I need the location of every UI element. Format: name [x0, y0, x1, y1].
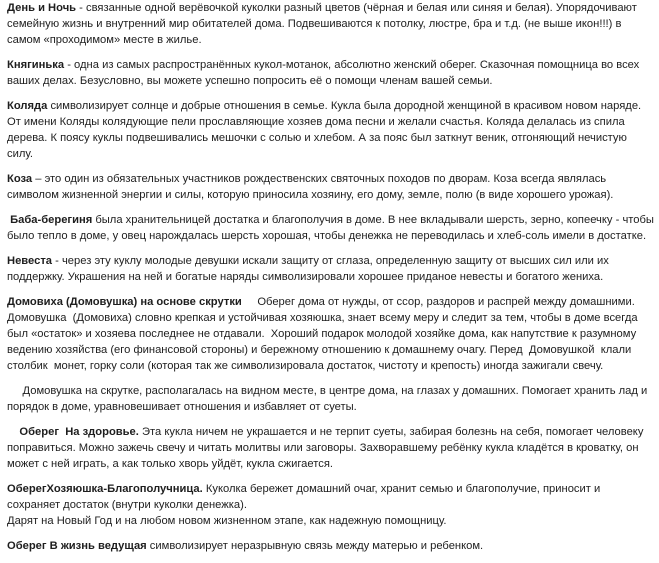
- entry-na-zdorovye: [7, 424, 655, 472]
- entry-title: Домовиха (Домовушка) на основе скрутки: [7, 296, 242, 308]
- entry-title: Оберег В жизнь ведущая: [7, 540, 147, 552]
- entry-paragraph: [7, 171, 655, 203]
- entry-den-i-noch: [7, 0, 655, 48]
- entry-text: - через эту куклу молодые девушки искали защиту от сглаза, определенную защиту от высших сил или их поддержку. Украшения на ней и богатые наряды символизировали хорошее приданое невесты и богатого жениха.: [7, 255, 609, 283]
- entry-khozyayushka: [7, 481, 655, 529]
- entry-title: ОберегХозяюшка-Благополучница.: [7, 483, 203, 495]
- entry-paragraph: [7, 383, 655, 415]
- entry-nevesta: [7, 253, 655, 285]
- entry-v-zhizn-veduschaya: [7, 538, 655, 554]
- entry-paragraph: [7, 424, 655, 472]
- entry-koza: [7, 171, 655, 203]
- entry-paragraph: [7, 98, 655, 162]
- entry-text: Эта кукла ничем не украшается и не терпит суеты, забирая болезнь на себя, помогает человеку поправиться. Можно зажечь свечу и читать молитвы или заговоры. Захворавшему ребёнку кукла кладётся в кроватку, он может с ней играть, а как только хворь уйдёт, кукла сжигается.: [7, 426, 644, 470]
- entry-text: Домовушка на скрутке, располагалась на видном месте, в центре дома, на глазах у домашних. Помогает хранить лад и порядок в доме, уравновешивает отношения и избавляет от суеты.: [7, 385, 651, 413]
- entry-text: Куколка бережет домашний очаг, хранит семью и благополучие, приносит и сохраняет достаток (внутри куколки денежка).: [7, 483, 601, 511]
- entry-paragraph: [7, 0, 655, 48]
- entry-extra-line: Дарят на Новый Год и на любом новом жизненном этапе, как надежную помощницу.: [7, 515, 447, 527]
- entry-title: Оберег На здоровье.: [7, 426, 139, 438]
- entry-paragraph: [7, 294, 655, 374]
- entry-domovikha: [7, 294, 655, 374]
- entry-title: Княгинька: [7, 59, 65, 71]
- entry-paragraph: [7, 212, 655, 244]
- entry-kolyada: [7, 98, 655, 162]
- document-body: [7, 0, 655, 563]
- entry-title: Невеста: [7, 255, 53, 267]
- entry-title: Баба-берегиня: [7, 214, 93, 226]
- entry-title: Коляда: [7, 100, 48, 112]
- entry-title: День и Ночь: [7, 2, 77, 14]
- entry-paragraph: [7, 481, 655, 513]
- entry-baba-bereginya: [7, 212, 655, 244]
- entry-text: – это один из обязательных участников рождественских святочных походов по дворам. Коза всегда являлась символом жизненной энергии и силы, которую приносила хозяину, его дому, земле, полю (в виде хорошего урожая).: [7, 173, 614, 201]
- entry-paragraph: [7, 57, 655, 89]
- entry-text: - одна из самых распространённых кукол-мотанок, абсолютно женский оберег. Сказочная помощница во всех ваших делах. Безусловно, вы можете успешно попросить её о помощи членам вашей семьи.: [7, 59, 640, 87]
- entry-text: символизирует неразрывную связь между матерью и ребенком.: [146, 540, 484, 552]
- entry-title: Коза: [7, 173, 33, 185]
- entry-text: - связанные одной верёвочкой куколки разный цветов (чёрная и белая или синяя и белая). Упорядочивают семейную жизнь и внутренний мир обитателей дома. Подвешиваются к потолку, люстре, бра и т.д. (не выше икон!!!) в самом «проходимом» месте в жилье.: [7, 2, 637, 46]
- entry-paragraph: [7, 538, 655, 554]
- entry-knyaginka: [7, 57, 655, 89]
- entry-text: была хранительницей достатка и благополучия в доме. В нее вкладывали шерсть, зерно, копеечку - чтобы было тепло в доме, у овец нарождалась шерсть хорошая, чтобы денежка не переводилась и хлеб-соль имели в достатке.: [7, 214, 654, 242]
- entry-paragraph: [7, 253, 655, 285]
- entry-text: Оберег дома от нужды, от ссор, раздоров и распрей между домашними. Домовушка (Домовиха) словно крепкая и устойчивая хозяюшка, знает всему меру и следит за тем, чтобы в доме всегда был «остаток» и хозяева последнее не отдавали. Хороший подарок молодой хозяйке дома, как напутствие к разумному ведению хозяйства (его финансовой стороны) и бережному отношению к домашнему очагу. Перед Домовушкой клали столбик монет, горку соли (которая так же символизировала достаток, чистоту и крепость) иногда зажигали свечу.: [7, 296, 641, 372]
- entry-text: символизирует солнце и добрые отношения в семье. Кукла была дородной женщиной в красивом новом наряде. От имени Коляды колядующие пели прославляющие хозяев дома песни и желали счастья. Коляда делалась из спила дерева. К поясу куклы подвешивались мешочки с солью и хлебом. А за пояс был заткнут веник, отгоняющий нечистую силу.: [7, 100, 642, 160]
- entry-domovushka-placement: [7, 383, 655, 415]
